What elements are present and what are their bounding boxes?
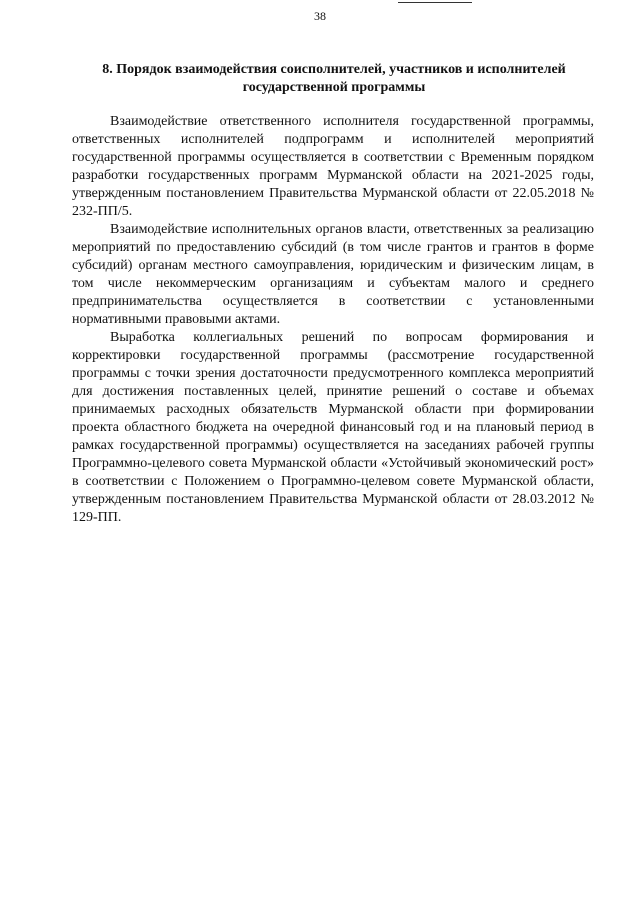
- page-number: 38: [314, 9, 326, 23]
- paragraph: Взаимодействие ответственного исполнителя государственной программы, ответственных исполнителей подпрограмм и исполнителей мероприятий государственной программы осуществляется в соответствии с Временным порядком разработки государственных программ Мурманской области на 2021-2025 годы, утвержденным постановлением Правительства Мурманской области от 22.05.2018 № 232-ПП/5.: [72, 114, 594, 219]
- paragraph: Взаимодействие исполнительных органов власти, ответственных за реализацию мероприятий по предоставлению субсидий (в том числе грантов и грантов в форме субсидий) органам местного самоуправления, юридическим и физическим лицам, в том числе некоммерческим организациям и субъектам малого и среднего предпринимательства осуществляется в соответствии с установленными нормативными правовыми актами.: [72, 222, 594, 327]
- section-heading: 8. Порядок взаимодействия соисполнителей, участников и исполнителей государственной программы: [102, 62, 566, 95]
- paragraph: Выработка коллегиальных решений по вопросам формирования и корректировки государственной программы (рассмотрение государственной программы с точки зрения достаточности предусмотренного комплекса мероприятий для достижения поставленных целей, принятие решений о составе и объемах принимаемых расходных обязательств Мурманской области при формировании проекта областного бюджета на очередной финансовый год и на плановый период в рамках государственной программы) осуществляется на заседаниях рабочей группы Программно-целевого совета Мурманской области «Устойчивый экономический рост» в соответствии с Положением о Программно-целевом совете Мурманской области, утвержденным постановлением Правительства Мурманской области от 28.03.2012 № 129-ПП.: [72, 330, 594, 525]
- top-rule: [398, 2, 472, 3]
- section-body: [72, 113, 594, 527]
